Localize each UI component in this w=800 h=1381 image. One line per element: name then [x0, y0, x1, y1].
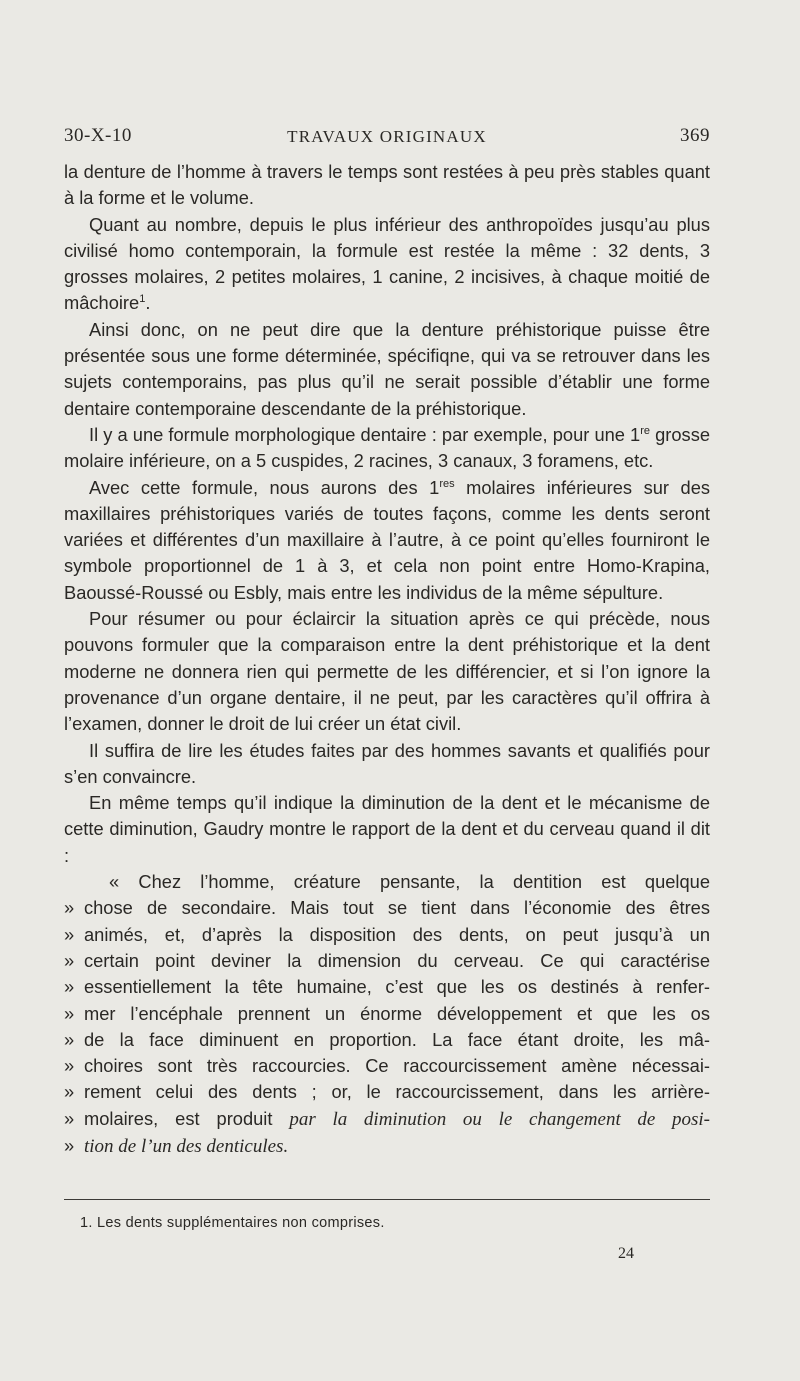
quote-line	[64, 948, 710, 974]
paragraph-5-text: Avec cette formule, nous aurons des 1	[89, 476, 440, 498]
paragraph-8: En même temps qu’il indique la diminution de la dent et le mécanisme de cette diminution, Gaudry montre le rapport de la dent et du cerveau quand il dit :	[64, 792, 710, 866]
quote-mark: »	[64, 1134, 75, 1156]
quote-mark: »	[64, 923, 75, 945]
footnote-ref: 1	[139, 293, 146, 306]
paragraph-4	[64, 422, 710, 475]
quote-line	[64, 1133, 710, 1160]
quote-mark: »	[64, 897, 75, 919]
paragraph-6: Pour résumer ou pour éclaircir la situation après ce qui précède, nous pouvons formuler que la comparaison entre la dent préhistorique et la dent moderne ne donnera rien qui permette de les différencier, et si l’on ignore la provenance d’un organe dentaire, il ne peut, par les caractères qu’il offrira à l’examen, donner le droit de lui créer un état civil.	[64, 608, 710, 735]
quote-line-text: mer l’encéphale prennent un énorme développement et que les os	[84, 1002, 710, 1024]
quote-line	[64, 869, 710, 895]
ordinal-superscript: res	[439, 477, 455, 490]
quote-line	[64, 922, 710, 948]
quote-line-text: chose de secondaire. Mais tout se tient dans l’économie des êtres	[84, 897, 710, 919]
header-date: 30-X-10	[64, 125, 132, 146]
gaudry-quotation	[64, 869, 710, 1160]
paragraph-1: la denture de l’homme à travers le temps sont restées à peu près stables quant à la forme et le volume.	[64, 161, 710, 209]
quote-line-text: essentiellement la tête humaine, c’est que les os destinés à renfer-	[84, 976, 710, 998]
header-section-title: TRAVAUX ORIGINAUX	[287, 127, 487, 146]
footnote: 1. Les dents supplémentaires non comprises.	[80, 1215, 385, 1231]
quote-mark: »	[64, 1055, 75, 1077]
quote-line	[64, 895, 710, 921]
quote-mark: »	[64, 976, 75, 998]
paragraph-4-rest: grosse molaire inférieure, on a 5 cuspides, 2 racines, 3 canaux, 3 foramens, etc.	[64, 423, 711, 472]
quote-line-text: « Chez l’homme, créature pensante, la dentition est quelque	[109, 871, 710, 893]
quote-line-text: molaires, est produit par la diminution ou le changement de posi-	[84, 1107, 710, 1130]
running-header	[64, 125, 710, 153]
quote-mark: »	[64, 1002, 75, 1024]
quote-line	[64, 1079, 710, 1105]
open-quote-mark: «	[109, 871, 120, 893]
paragraph-5	[64, 475, 710, 606]
paragraph-2-text: Quant au nombre, depuis le plus inférieur des anthropoïdes jusqu’au plus civilisé homo contemporain, la formule est restée la même : 32 dents, 3 grosses molaires, 2 petites molaires, 1 canine, 2 incisives, à chaque moitié de mâchoire	[64, 213, 710, 314]
quote-line	[64, 1027, 710, 1053]
ordinal-superscript: re	[640, 424, 651, 437]
quote-line-text: choires sont très raccourcies. Ce raccourcissement amène nécessai-	[84, 1055, 710, 1077]
quote-line	[64, 1001, 710, 1027]
paragraph-2-end: .	[145, 292, 151, 314]
italic-emphasis: tion de l’un des denticules.	[84, 1135, 289, 1157]
footnote-divider	[64, 1199, 710, 1200]
page-number: 369	[680, 125, 710, 146]
quote-mark: »	[64, 1028, 75, 1050]
quote-mark: »	[64, 1081, 75, 1103]
quote-mark: »	[64, 949, 75, 971]
paragraph-7: Il suffira de lire les études faites par des hommes savants et qualifiés pour s’en convaincre.	[64, 739, 710, 787]
main-text	[64, 159, 710, 1160]
quote-line	[64, 974, 710, 1000]
quote-line-text	[84, 1133, 710, 1160]
paragraph-4-text: Il y a une formule morphologique dentaire : par exemple, pour une 1	[89, 423, 641, 445]
paragraph-5-rest: molaires inférieures sur des maxillaires préhistoriques variés de toutes façons, comme les dents seront variées et différentes d’un maxillaire à l’autre, à ce point qu’elles fourniront le symbole proportionnel de 1 à 3, et cela non point entre Homo-Krapina, Baoussé-Roussé ou Esbly, mais entre les individus de la même sépulture.	[64, 476, 710, 603]
paragraph-3: Ainsi donc, on ne peut dire que la denture préhistorique puisse être présentée sous une forme déterminée, spécifiqne, qui va se retrouver dans les sujets contemporains, pas plus qu’il ne serait possible d’établir une forme dentaire contemporaine descendante de la préhistorique.	[64, 318, 710, 419]
paragraph-2	[64, 212, 710, 317]
quote-line-text: rement celui des dents ; or, le raccourcissement, dans les arrière-	[84, 1081, 710, 1103]
quote-line-text: certain point deviner la dimension du cerveau. Ce qui caractérise	[84, 949, 710, 971]
italic-emphasis: par la diminution ou le changement de posi-	[289, 1108, 710, 1130]
quote-line	[64, 1106, 710, 1133]
quote-line-text: animés, et, d’après la disposition des dents, on peut jusqu’à un	[84, 923, 710, 945]
quote-line-text: de la face diminuent en proportion. La face étant droite, les mâ-	[84, 1028, 710, 1050]
quote-line	[64, 1053, 710, 1079]
quote-mark: »	[64, 1107, 75, 1129]
signature-mark: 24	[618, 1245, 634, 1262]
